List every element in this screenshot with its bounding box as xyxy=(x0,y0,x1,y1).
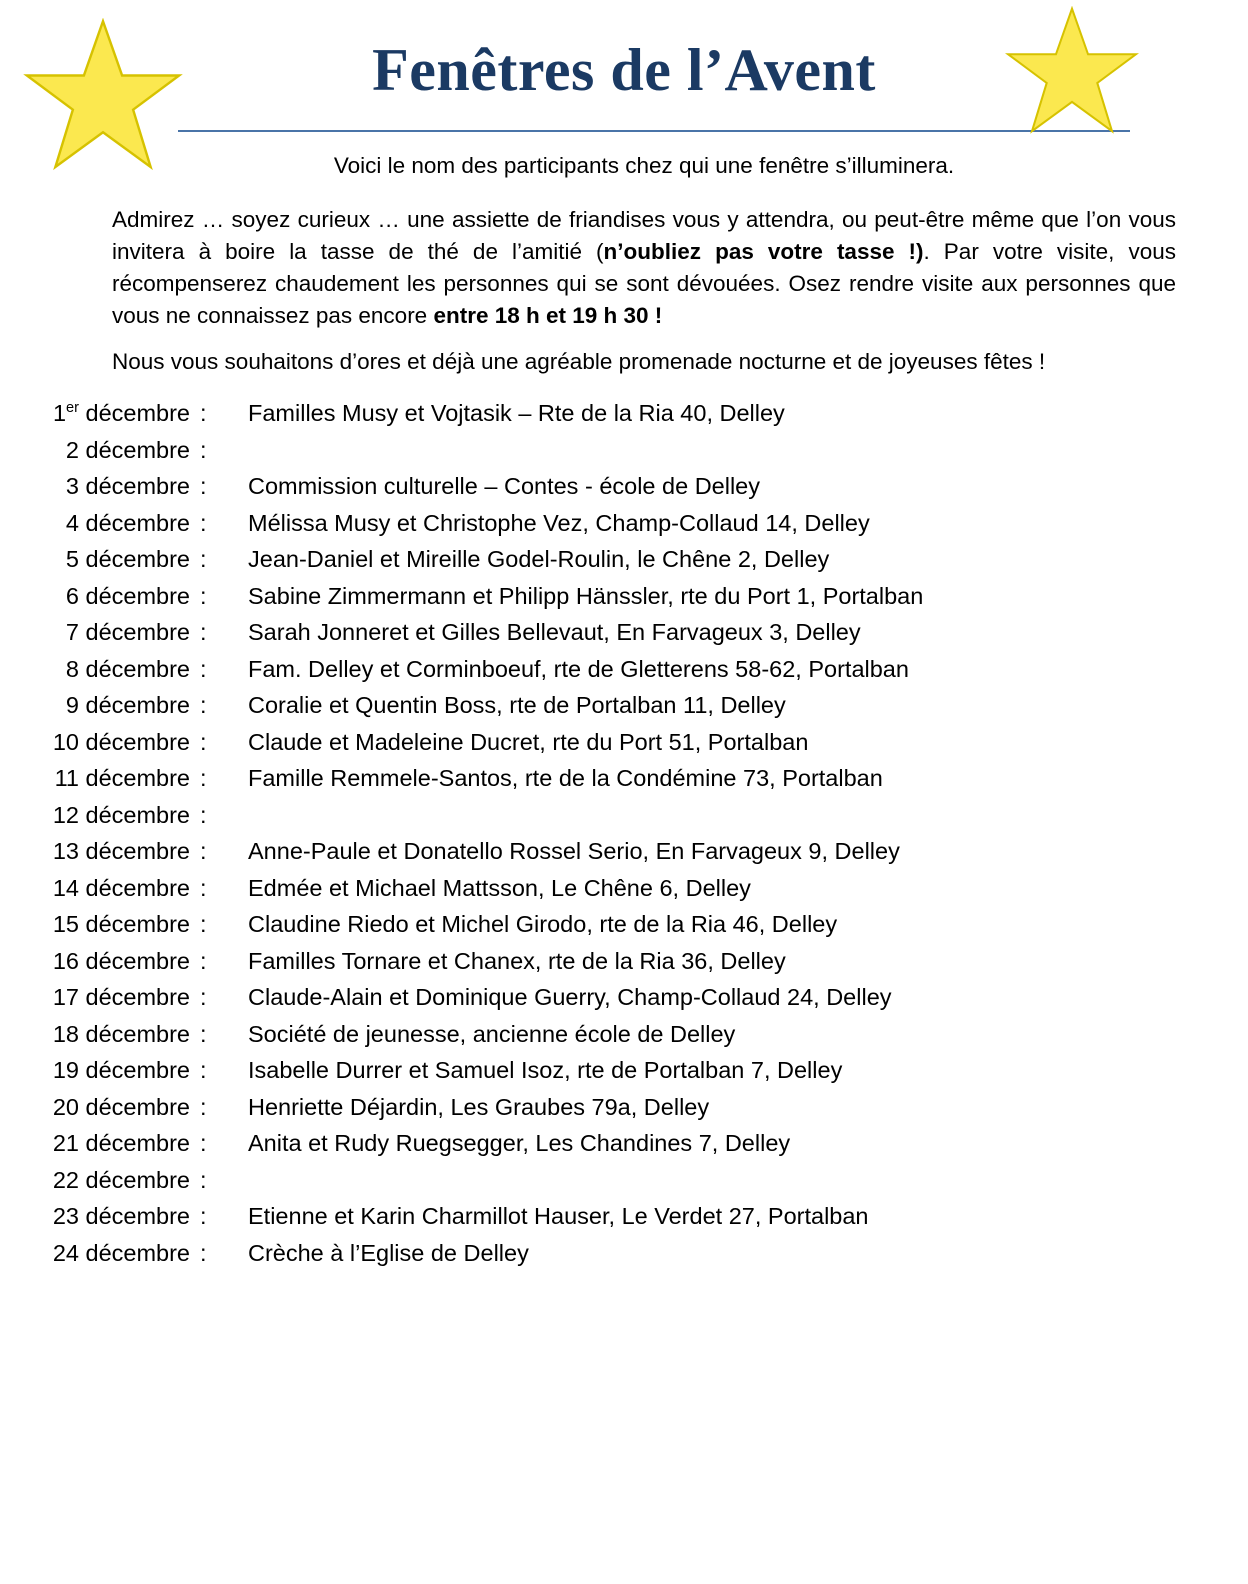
schedule-colon: : xyxy=(200,692,207,719)
schedule-row xyxy=(0,943,1248,980)
schedule-row xyxy=(0,1053,1248,1090)
schedule-row xyxy=(0,505,1248,542)
intro-p2-part-a: Admirez … soyez curieux … une assiette de friandises vous y attendra, ou peut-être même que l’on vous invitera à boire la tasse de thé de l’amitié ( xyxy=(112,206,1176,264)
schedule-row xyxy=(0,1199,1248,1236)
schedule-colon: : xyxy=(200,400,207,427)
schedule-participant: Sarah Jonneret et Gilles Bellevaut, En Farvageux 3, Delley xyxy=(248,619,861,646)
schedule-date: 2 décembre xyxy=(65,436,190,463)
schedule-date: 14 décembre xyxy=(52,874,190,901)
schedule-colon: : xyxy=(200,655,207,682)
schedule-row xyxy=(0,542,1248,579)
schedule-row xyxy=(0,761,1248,798)
schedule-colon: : xyxy=(200,582,207,609)
schedule-participant: Fam. Delley et Corminboeuf, rte de Gletterens 58-62, Portalban xyxy=(248,655,909,682)
schedule-row xyxy=(0,469,1248,506)
schedule-colon: : xyxy=(200,1057,207,1084)
schedule-date: 23 décembre xyxy=(52,1203,190,1230)
schedule-participant: Familles Musy et Vojtasik – Rte de la Ria 40, Delley xyxy=(248,400,785,427)
schedule-date: 19 décembre xyxy=(52,1057,190,1084)
schedule-date: 11 décembre xyxy=(54,765,190,792)
schedule-date: 9 décembre xyxy=(65,692,190,719)
schedule-participant: Edmée et Michael Mattsson, Le Chêne 6, Delley xyxy=(248,874,751,901)
star-icon xyxy=(1004,6,1140,142)
schedule-date: 22 décembre xyxy=(52,1166,190,1193)
schedule-date: 16 décembre xyxy=(52,947,190,974)
advent-schedule-list xyxy=(0,396,1248,1272)
schedule-date: 4 décembre xyxy=(65,509,190,536)
schedule-colon: : xyxy=(200,1020,207,1047)
schedule-date: 7 décembre xyxy=(65,619,190,646)
schedule-participant: Claude-Alain et Dominique Guerry, Champ-Collaud 24, Delley xyxy=(248,984,892,1011)
schedule-row xyxy=(0,1016,1248,1053)
intro-p2-part-c: . Par votre visite, vous récompenserez chaudement les personnes qui se sont dévouées. Osez rendre visite aux personnes que vous ne connaissez pas encore xyxy=(112,238,1176,328)
schedule-colon: : xyxy=(200,473,207,500)
schedule-date: 3 décembre xyxy=(65,473,190,500)
schedule-colon: : xyxy=(200,765,207,792)
schedule-colon: : xyxy=(200,1203,207,1230)
schedule-colon: : xyxy=(200,838,207,865)
schedule-colon: : xyxy=(200,1093,207,1120)
schedule-colon: : xyxy=(200,1166,207,1193)
schedule-date: 17 décembre xyxy=(52,984,190,1011)
schedule-participant: Sabine Zimmermann et Philipp Hänssler, rte du Port 1, Portalban xyxy=(248,582,924,609)
schedule-row xyxy=(0,578,1248,615)
intro-line-1: Voici le nom des participants chez qui une fenêtre s’illuminera. xyxy=(333,153,955,178)
schedule-row xyxy=(0,980,1248,1017)
schedule-row xyxy=(0,688,1248,725)
schedule-row xyxy=(0,1162,1248,1199)
schedule-participant: Isabelle Durrer et Samuel Isoz, rte de Portalban 7, Delley xyxy=(248,1057,843,1084)
intro-p2-bold-hours: entre 18 h et 19 h 30 ! xyxy=(433,302,663,328)
schedule-date: 6 décembre xyxy=(65,582,190,609)
schedule-row xyxy=(0,615,1248,652)
schedule-participant: Société de jeunesse, ancienne école de Delley xyxy=(248,1020,736,1047)
schedule-colon: : xyxy=(200,546,207,573)
schedule-row xyxy=(0,834,1248,871)
schedule-colon: : xyxy=(200,436,207,463)
schedule-colon: : xyxy=(200,1239,207,1266)
schedule-colon: : xyxy=(200,1130,207,1157)
schedule-date: 5 décembre xyxy=(65,546,190,573)
schedule-colon: : xyxy=(200,911,207,938)
schedule-colon: : xyxy=(200,801,207,828)
schedule-row xyxy=(0,396,1248,433)
schedule-date: 8 décembre xyxy=(65,655,190,682)
schedule-participant: Crèche à l’Eglise de Delley xyxy=(248,1239,529,1266)
title-divider xyxy=(178,130,1130,132)
schedule-participant: Familles Tornare et Chanex, rte de la Ria 36, Delley xyxy=(248,947,786,974)
schedule-colon: : xyxy=(200,728,207,755)
schedule-date: 1er décembre xyxy=(52,400,190,427)
schedule-date: 18 décembre xyxy=(52,1020,190,1047)
document-header xyxy=(0,0,1248,150)
date-ordinal-suffix: er xyxy=(66,400,79,417)
schedule-participant: Commission culturelle – Contes - école de Delley xyxy=(248,473,760,500)
schedule-date: 10 décembre xyxy=(52,728,190,755)
intro-section xyxy=(112,150,1176,378)
intro-p2-bold-cup: n’oubliez pas votre tasse !) xyxy=(603,238,924,264)
schedule-date: 15 décembre xyxy=(52,911,190,938)
schedule-date: 12 décembre xyxy=(52,801,190,828)
schedule-date: 13 décembre xyxy=(52,838,190,865)
schedule-participant: Claude et Madeleine Ducret, rte du Port 51, Portalban xyxy=(248,728,809,755)
schedule-participant: Claudine Riedo et Michel Girodo, rte de la Ria 46, Delley xyxy=(248,911,838,938)
schedule-participant: Etienne et Karin Charmillot Hauser, Le Verdet 27, Portalban xyxy=(248,1203,869,1230)
schedule-row xyxy=(0,651,1248,688)
schedule-participant: Henriette Déjardin, Les Graubes 79a, Delley xyxy=(248,1093,710,1120)
schedule-row xyxy=(0,1235,1248,1272)
schedule-date: 21 décembre xyxy=(52,1130,190,1157)
schedule-participant: Anne-Paule et Donatello Rossel Serio, En Farvageux 9, Delley xyxy=(248,838,900,865)
intro-paragraph-3: Nous vous souhaitons d’ores et déjà une agréable promenade nocturne et de joyeuses fêtes ! xyxy=(112,348,1046,374)
page-title: Fenêtres de l’Avent xyxy=(372,37,876,103)
schedule-date: 20 décembre xyxy=(52,1093,190,1120)
schedule-participant: Anita et Rudy Ruegsegger, Les Chandines 7, Delley xyxy=(248,1130,791,1157)
schedule-date: 24 décembre xyxy=(52,1239,190,1266)
schedule-row xyxy=(0,724,1248,761)
schedule-row xyxy=(0,797,1248,834)
schedule-colon: : xyxy=(200,947,207,974)
schedule-participant: Jean-Daniel et Mireille Godel-Roulin, le Chêne 2, Delley xyxy=(248,546,830,573)
schedule-colon: : xyxy=(200,619,207,646)
schedule-participant: Mélissa Musy et Christophe Vez, Champ-Collaud 14, Delley xyxy=(248,509,870,536)
schedule-row xyxy=(0,432,1248,469)
schedule-row xyxy=(0,1089,1248,1126)
intro-paragraph-2 xyxy=(112,204,1176,332)
schedule-row xyxy=(0,870,1248,907)
schedule-participant: Coralie et Quentin Boss, rte de Portalban 11, Delley xyxy=(248,692,786,719)
schedule-participant: Famille Remmele-Santos, rte de la Condémine 73, Portalban xyxy=(248,765,883,792)
schedule-colon: : xyxy=(200,984,207,1011)
schedule-row xyxy=(0,1126,1248,1163)
schedule-colon: : xyxy=(200,874,207,901)
schedule-colon: : xyxy=(200,509,207,536)
schedule-row xyxy=(0,907,1248,944)
